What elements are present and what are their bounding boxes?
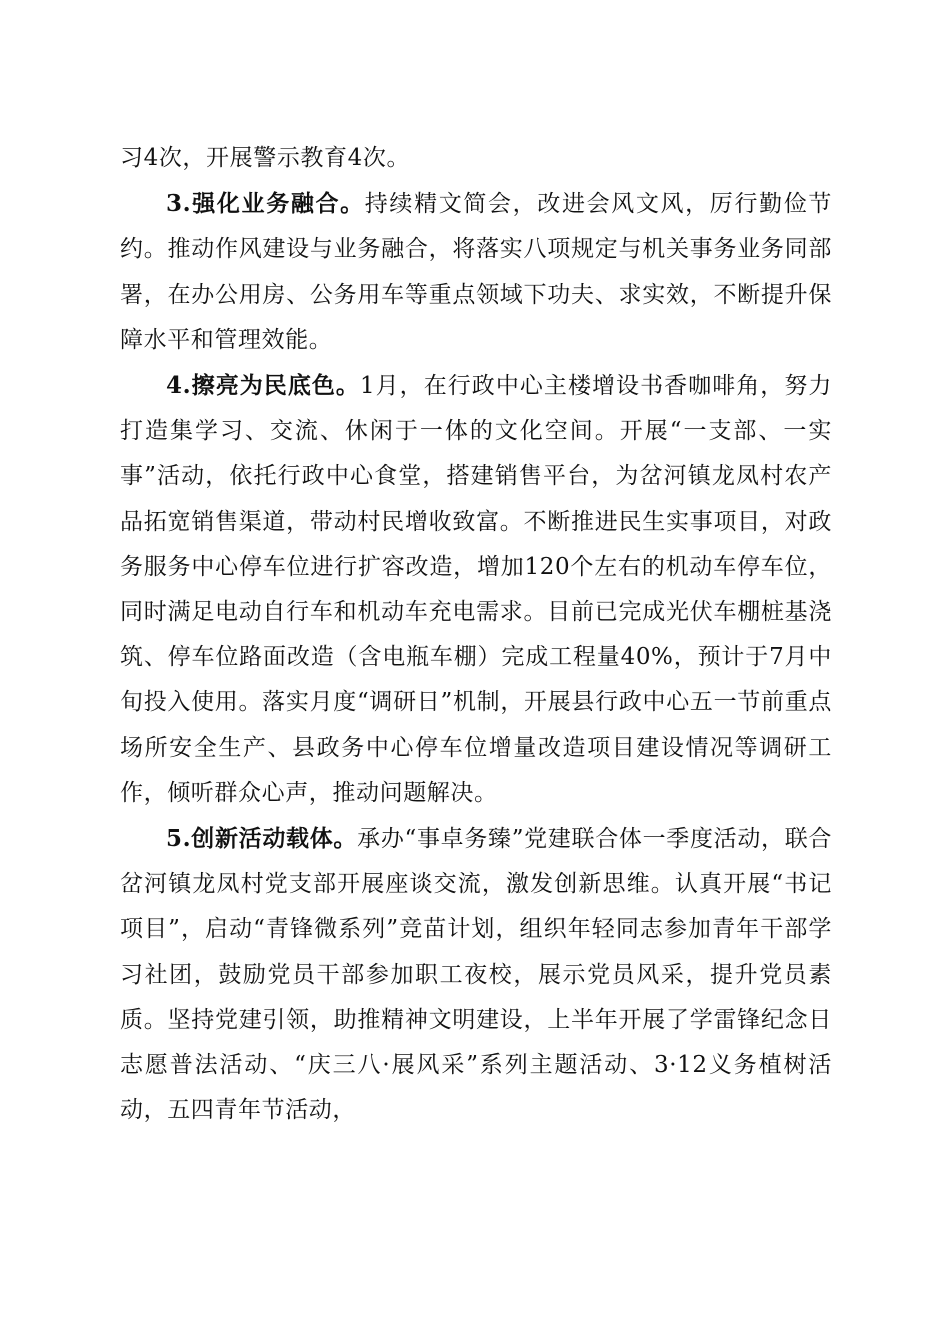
section-heading: 3.强化业务融合。 — [166, 190, 365, 218]
paragraph-strengthen-business-integration — [120, 181, 832, 363]
paragraph-text: 承办“事卓务臻”党建联合体一季度活动，联合岔河镇龙凤村党支部开展座谈交流，激发创新思维。认真开展“书记项目”，启动“青锋微系列”竞苗计划，组织年轻同志参加青年干部学习社团，鼓励党员干部参加职工夜校，展示党员风采，提升党员素质。坚持党建引领，助推精神文明建设，上半年开展了学雷锋纪念日志愿普法活动、“庆三八·展风采”系列主题活动、3·12义务植树活动，五四青年节活动， — [120, 826, 832, 1124]
document-body — [120, 136, 832, 1133]
paragraph-text: 持续精文简会，改进会风文风，厉行勤俭节约。推动作风建设与业务融合，将落实八项规定与机关事务业务同部署，在办公用房、公务用车等重点领域下功夫、求实效，不断提升保障水平和管理效能。 — [120, 191, 832, 353]
paragraph-innovate-activities — [120, 816, 832, 1133]
section-heading: 5.创新活动载体。 — [166, 825, 358, 853]
paragraph-serve-the-people — [120, 363, 832, 816]
paragraph-continuation — [120, 136, 832, 181]
paragraph-text: 习4次，开展警示教育4次。 — [120, 145, 411, 171]
section-heading: 4.擦亮为民底色。 — [166, 372, 360, 400]
paragraph-text: 1月，在行政中心主楼增设书香咖啡角，努力打造集学习、交流、休闲于一体的文化空间。开展“一支部、一实事”活动，依托行政中心食堂，搭建销售平台，为岔河镇龙凤村农产品拓宽销售渠道，带动村民增收致富。不断推进民生实事项目，对政务服务中心停车位进行扩容改造，增加120个左右的机动车停车位，同时满足电动自行车和机动车充电需求。目前已完成光伏车棚桩基浇筑、停车位路面改造（含电瓶车棚）完成工程量40%，预计于7月中旬投入使用。落实月度“调研日”机制，开展县行政中心五一节前重点场所安全生产、县政务中心停车位增量改造项目建设情况等调研工作，倾听群众心声，推动问题解决。 — [120, 373, 832, 806]
